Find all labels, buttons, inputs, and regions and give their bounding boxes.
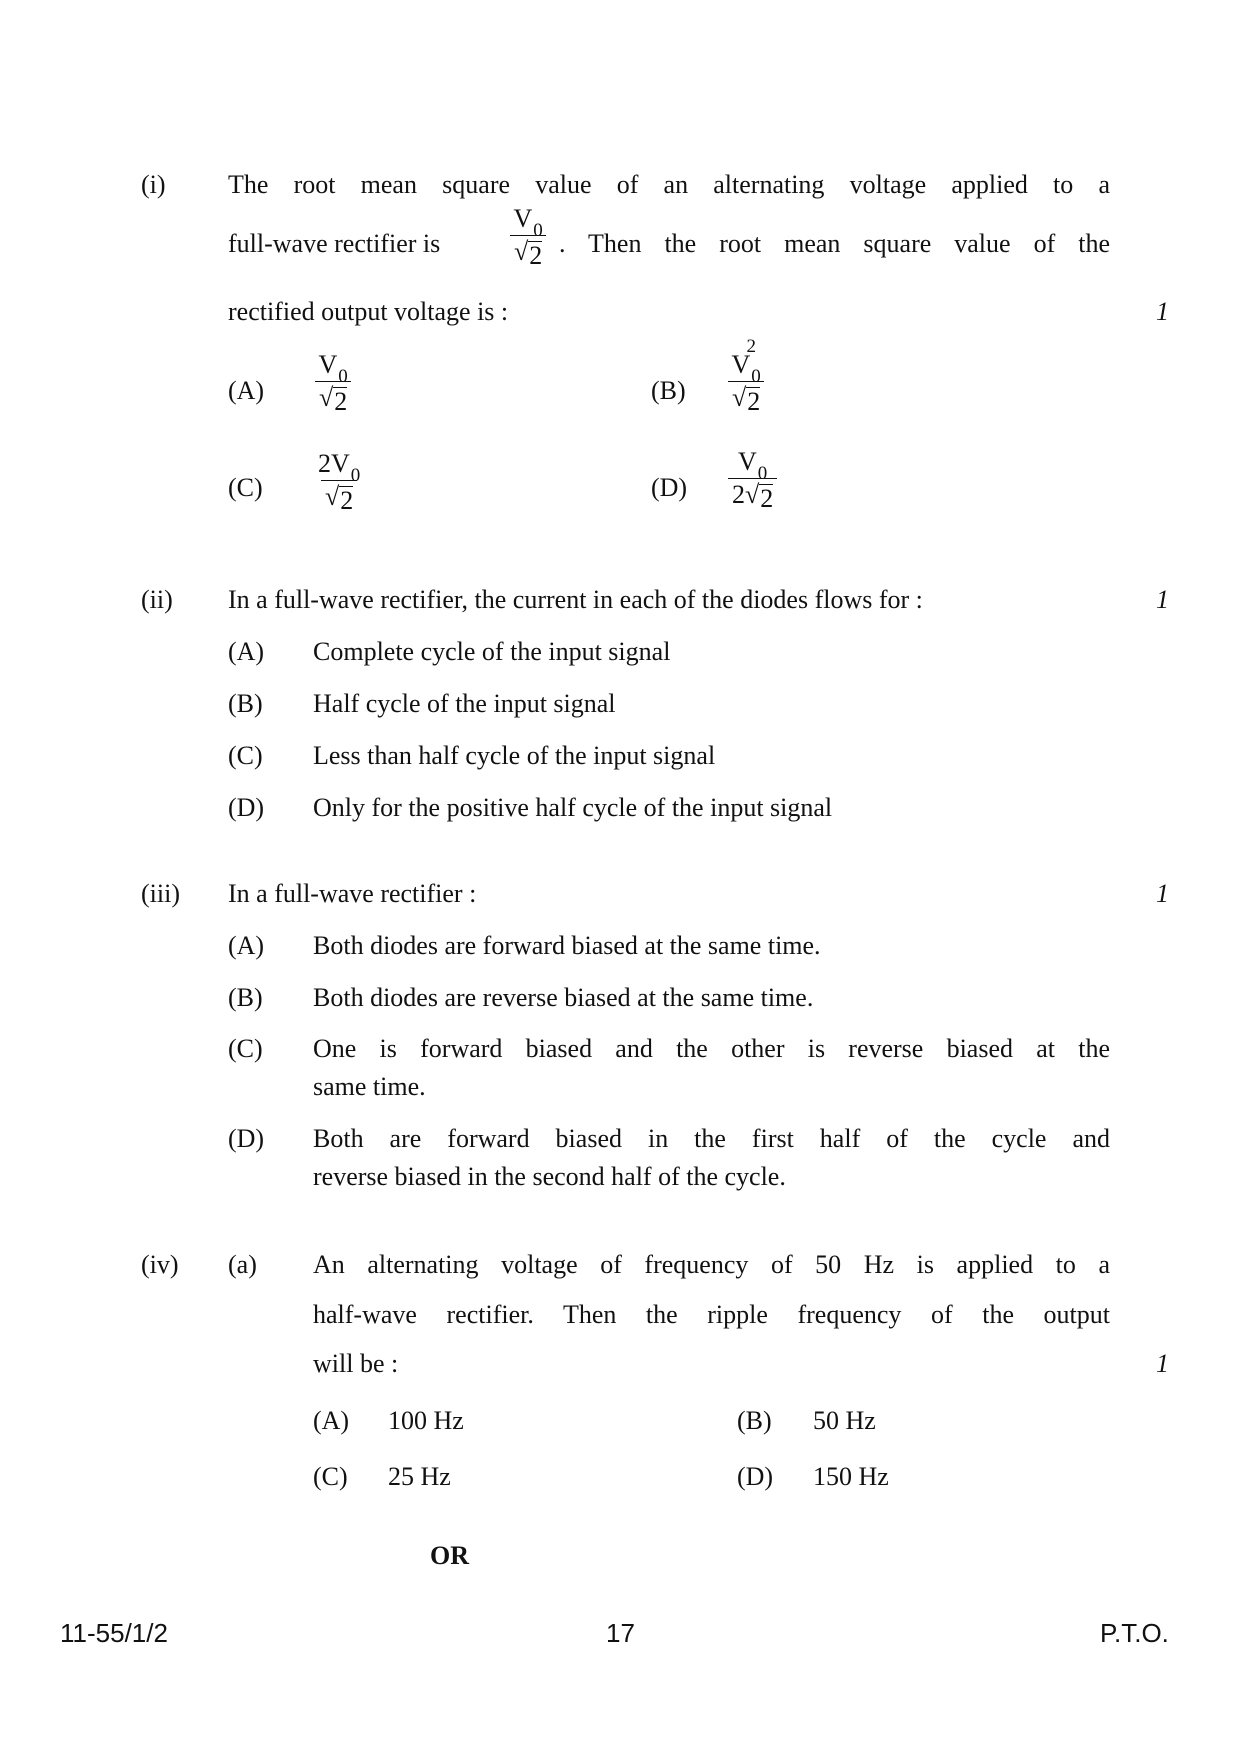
option-text: Both diodes are forward biased at the same time. xyxy=(313,931,821,960)
question-number: (iii) xyxy=(141,879,180,908)
option-label: (D) xyxy=(228,793,265,822)
option-label: (B) xyxy=(228,983,263,1012)
option-label: (C) xyxy=(228,1034,263,1063)
option-text: 150 Hz xyxy=(813,1462,889,1491)
question-text: In a full-wave rectifier, the current in each of the diodes flows for : xyxy=(228,585,923,614)
marks: 1 xyxy=(1156,879,1169,908)
option-label: (A) xyxy=(228,376,265,405)
option-text: Half cycle of the input signal xyxy=(313,689,616,718)
question-text: full-wave rectifier is xyxy=(228,229,441,258)
question-text: . Then the root mean square value of the xyxy=(559,229,1110,258)
option-fraction: $V_0$ √ 2 xyxy=(315,352,351,415)
question-part: (a) xyxy=(228,1250,257,1279)
option-text: Both are forward biased in the first half of the cycle and xyxy=(313,1124,1110,1153)
page-number: 17 xyxy=(606,1618,635,1648)
option-label: (A) xyxy=(228,931,265,960)
option-text: reverse biased in the second half of the cycle. xyxy=(313,1162,786,1191)
option-text: 50 Hz xyxy=(813,1406,876,1435)
option-label: (B) xyxy=(737,1406,772,1435)
marks: 1 xyxy=(1156,1349,1169,1378)
question-text: In a full-wave rectifier : xyxy=(228,879,477,908)
option-fraction: $V_0$ 2 √ 2 xyxy=(728,449,777,512)
option-label: (B) xyxy=(228,689,263,718)
pto-label: P.T.O. xyxy=(1100,1618,1169,1648)
option-label: (A) xyxy=(228,637,265,666)
option-text: Complete cycle of the input signal xyxy=(313,637,671,666)
option-text: same time. xyxy=(313,1072,426,1101)
fraction: $V_0$ √ 2 xyxy=(510,206,546,269)
option-label: (D) xyxy=(228,1124,265,1153)
marks: 1 xyxy=(1156,585,1169,614)
option-label: (B) xyxy=(651,376,686,405)
option-fraction: 2 $V_0$ √ 2 xyxy=(318,449,361,515)
option-text: Both diodes are reverse biased at the same time. xyxy=(313,983,814,1012)
question-text: The root mean square value of an alternating voltage applied to a xyxy=(228,170,1110,199)
option-label: (C) xyxy=(228,741,263,770)
option-text: 100 Hz xyxy=(388,1406,464,1435)
option-label: (D) xyxy=(737,1462,774,1491)
option-text: 25 Hz xyxy=(388,1462,451,1491)
question-number: (iv) xyxy=(141,1250,179,1279)
paper-code: 11-55/1/2 xyxy=(60,1618,168,1648)
option-label: (D) xyxy=(651,473,688,502)
question-number: (ii) xyxy=(141,585,173,614)
option-label: (A) xyxy=(313,1406,350,1435)
question-number: (i) xyxy=(141,170,166,199)
question-text: half-wave rectifier. Then the ripple frequency of the output xyxy=(313,1300,1110,1329)
or-separator: OR xyxy=(430,1541,469,1570)
option-text: One is forward biased and the other is reverse biased at the xyxy=(313,1034,1110,1063)
question-text: will be : xyxy=(313,1349,399,1378)
question-text: An alternating voltage of frequency of 50 Hz is applied to a xyxy=(313,1250,1110,1279)
question-text: rectified output voltage is : xyxy=(228,297,509,326)
option-label: (C) xyxy=(228,473,263,502)
option-fraction: V 2 $_0$ √ 2 xyxy=(728,352,764,415)
option-label: (C) xyxy=(313,1462,348,1491)
option-text: Only for the positive half cycle of the input signal xyxy=(313,793,833,822)
marks: 1 xyxy=(1156,297,1169,326)
option-text: Less than half cycle of the input signal xyxy=(313,741,716,770)
